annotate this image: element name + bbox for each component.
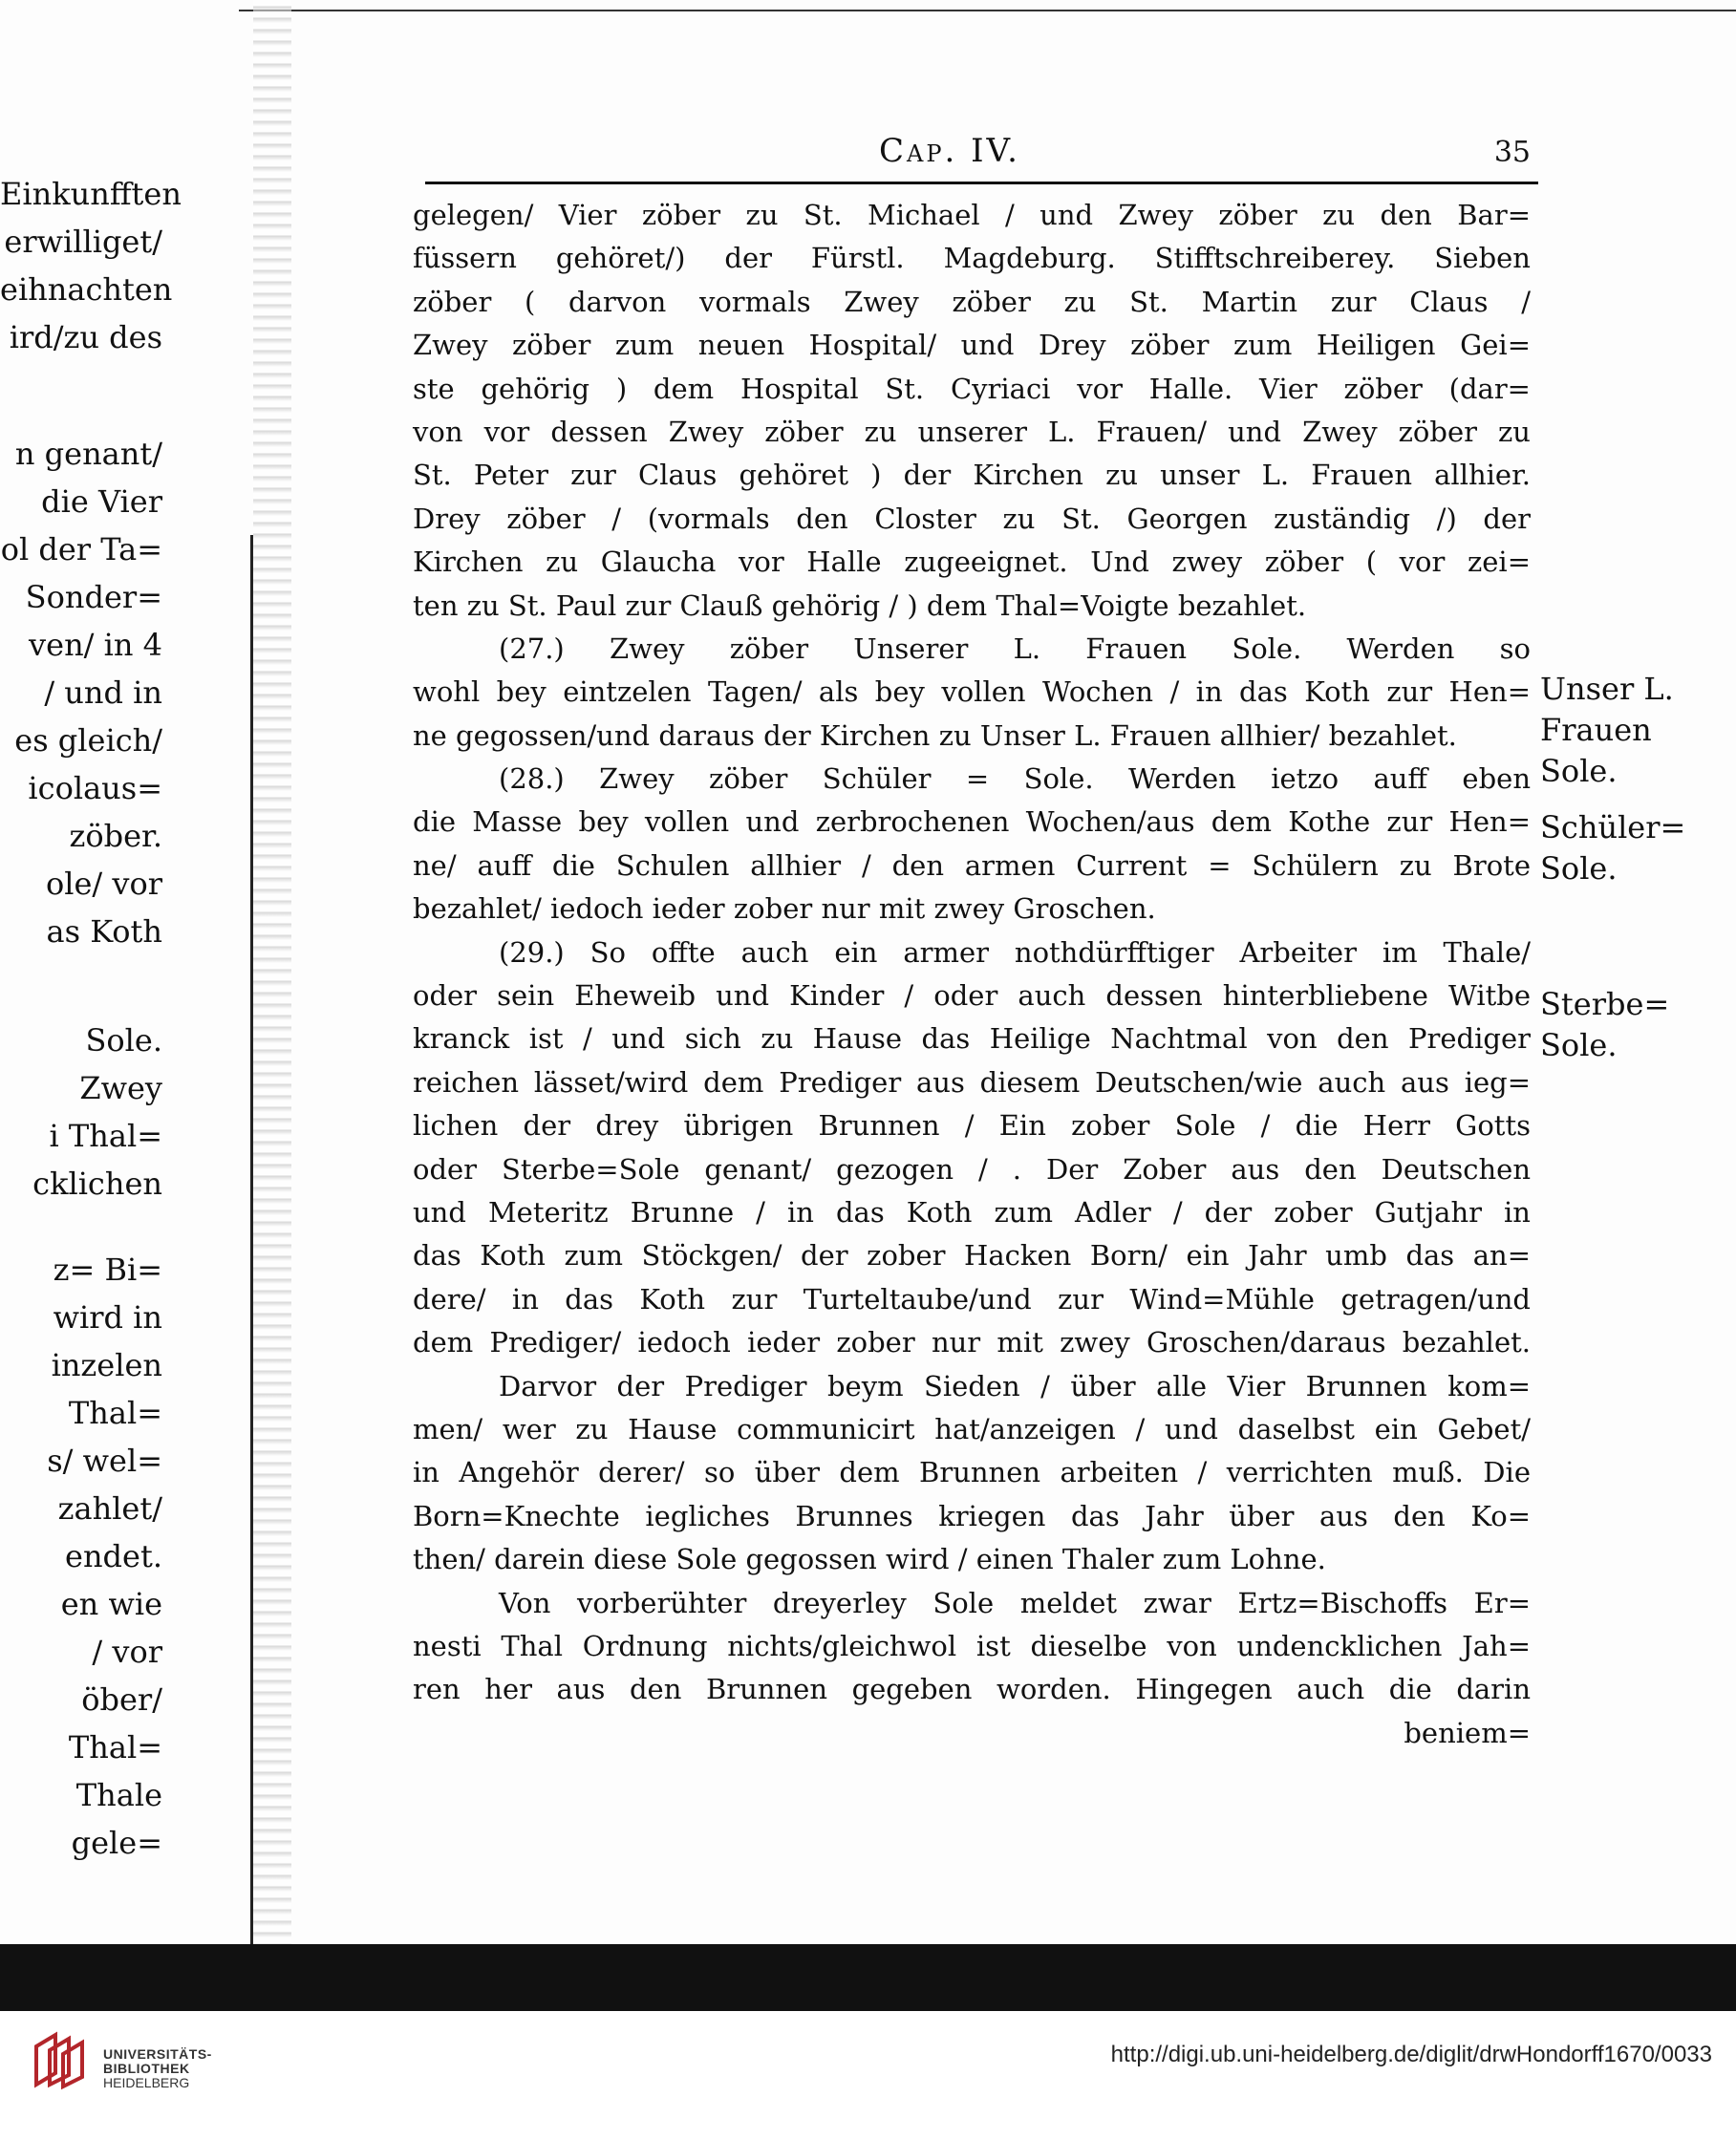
left-page-line: Thal= xyxy=(68,1395,162,1431)
text-line: men/ wer zu Hause communicirt hat/anzeigen / und daselbst ein Gebet/ xyxy=(413,1412,1531,1445)
chapter-heading: Cap. IV. xyxy=(879,132,1020,170)
text-line: lichen der drey übrigen Brunnen / Ein zober Sole / die Herr Gotts xyxy=(413,1109,1531,1143)
margin-note-line: Unser L. xyxy=(1540,671,1674,707)
institution-line: UNIVERSITÄTS- xyxy=(103,2046,212,2062)
left-page-line: gele= xyxy=(71,1825,162,1861)
text-line: gelegen/ Vier zöber zu St. Michael / und Zwey zöber zu den Bar= xyxy=(413,199,1531,231)
text-line: dere/ in das Koth zur Turteltaube/und zur Wind=Mühle getragen/und xyxy=(413,1282,1531,1316)
scan-bottom-edge xyxy=(0,1944,1736,2011)
margin-note-sterbe-sole xyxy=(1540,984,1712,1066)
left-page-line: i Thal= xyxy=(49,1118,162,1154)
text-line: in Angehör derer/ so über dem Brunnen arbeiten / verrichten muß. Die xyxy=(413,1456,1531,1489)
left-page-line: Thal= xyxy=(68,1729,162,1766)
left-page-line: Zwey xyxy=(79,1070,162,1106)
text-line: ne/ auff die Schulen allhier / den armen Current = Schülern zu Brote xyxy=(413,848,1531,882)
margin-note-line: Sterbe= xyxy=(1540,986,1670,1022)
text-line: ne gegossen/und daraus der Kirchen zu Unser L. Frauen allhier/ bezahlet. xyxy=(413,718,1457,752)
text-line: bezahlet/ iedoch ieder zober nur mit zwey Groschen. xyxy=(413,892,1156,926)
left-page-line: as Koth xyxy=(46,913,162,950)
permalink-url[interactable]: http://digi.ub.uni-heidelberg.de/diglit/drwHondorff1670/0033 xyxy=(1110,2042,1712,2067)
institution-line: HEIDELBERG xyxy=(103,2075,190,2090)
left-page-fragments xyxy=(0,170,182,1867)
margin-note-schueler-sole xyxy=(1540,807,1712,889)
left-page-line: ird/zu des xyxy=(9,319,162,355)
left-page-line: n genant/ xyxy=(14,436,162,472)
margin-note-line: Sole. xyxy=(1540,753,1618,789)
left-page-line: erwilliget/ xyxy=(4,224,162,260)
left-page-line: cklichen xyxy=(32,1166,162,1202)
left-page-line: Thale xyxy=(75,1777,162,1813)
text-line: die Masse bey vollen und zerbrochenen Wochen/aus dem Kothe zur Hen= xyxy=(413,805,1531,839)
left-page-line: endet. xyxy=(65,1538,162,1574)
text-line: oder Sterbe=Sole genant/ gezogen / . Der Zober aus den Deutschen xyxy=(413,1152,1531,1186)
left-page-line: / und in xyxy=(44,674,162,711)
text-line: das Koth zum Stöckgen/ der zober Hacken Born/ ein Jahr umb das an= xyxy=(413,1239,1531,1273)
viewer-footer xyxy=(0,2011,1736,2140)
page-top-edge xyxy=(239,0,1736,11)
left-page-line: zahlet/ xyxy=(57,1490,162,1527)
text-line: ren her aus den Brunnen gegeben worden. Hingegen auch die darin xyxy=(413,1673,1531,1706)
left-page-line: es gleich/ xyxy=(14,722,162,759)
main-text-block xyxy=(413,194,1531,1755)
running-header xyxy=(425,132,1538,184)
margin-note-line: Sole. xyxy=(1540,850,1618,887)
left-page-line: wird in xyxy=(53,1299,162,1336)
margin-note-line: Sole. xyxy=(1540,1027,1618,1063)
text-line: Von vorberühter dreyerley Sole meldet zwar Ertz=Bischoffs Er= xyxy=(499,1586,1531,1619)
text-line: beniem= xyxy=(1404,1716,1531,1749)
text-line: ten zu St. Paul zur Clauß gehörig / ) dem Thal=Voigte bezahlet. xyxy=(413,588,1307,622)
text-line: nesti Thal Ordnung nichts/gleichwol ist dieselbe von undencklichen Jah= xyxy=(413,1629,1531,1662)
text-line: Born=Knechte iegliches Brunnes kriegen das Jahr über aus den Ko= xyxy=(413,1499,1531,1532)
text-line: zöber ( darvon vormals Zwey zöber zu St. Martin zur Claus / xyxy=(413,285,1531,318)
text-line: dem Prediger/ iedoch ieder zober nur mit zwey Groschen/daraus bezahlet. xyxy=(413,1326,1531,1359)
left-page-line: eihnachten xyxy=(0,271,173,308)
text-line: (28.) Zwey zöber Schüler = Sole. Werden ietzo auff eben xyxy=(499,762,1531,796)
left-page-line: die Vier xyxy=(41,483,162,520)
text-line: Darvor der Prediger beym Sieden / über alle Vier Brunnen kom= xyxy=(499,1369,1531,1402)
text-line: Kirchen zu Glaucha vor Halle zugeeignet. Und zwey zöber ( vor zei= xyxy=(413,546,1531,579)
left-page-line: icolaus= xyxy=(28,770,162,806)
left-page-line: ol der Ta= xyxy=(0,531,162,567)
text-line: oder sein Eheweib und Kinder / oder auch dessen hinterbliebene Witbe xyxy=(413,979,1531,1013)
text-line: reichen lässet/wird dem Prediger aus diesem Deutschen/wie auch aus ieg= xyxy=(413,1065,1531,1099)
margin-note-line: Frauen xyxy=(1540,712,1652,748)
text-line: (29.) So offte auch ein armer nothdürfftiger Arbeiter im Thale/ xyxy=(499,935,1531,969)
library-logo-icon xyxy=(27,2025,97,2096)
left-page-line: zöber. xyxy=(69,818,162,854)
text-line: und Meteritz Brunne / in das Koth zum Adler / der zober Gutjahr in xyxy=(413,1195,1531,1229)
text-line: kranck ist / und sich zu Hause das Heilige Nachtmal von den Prediger xyxy=(413,1022,1531,1056)
left-page-line: Sonder= xyxy=(25,579,162,615)
margin-note-unser-frauen-sole xyxy=(1540,669,1712,792)
left-page-line: ole/ vor xyxy=(45,866,162,902)
left-page-line: en wie xyxy=(60,1586,162,1622)
text-line: ste gehörig ) dem Hospital St. Cyriaci vor Halle. Vier zöber (dar= xyxy=(413,372,1531,405)
text-line: then/ darein diese Sole gegossen wird / einen Thaler zum Lohne. xyxy=(413,1543,1326,1576)
margin-note-line: Schüler= xyxy=(1540,809,1686,845)
left-page-line: s/ wel= xyxy=(47,1443,162,1479)
left-page-line: z= Bi= xyxy=(53,1252,162,1288)
institution-line: BIBLIOTHEK xyxy=(103,2061,190,2076)
left-page-line: inzelen xyxy=(51,1347,162,1383)
text-line: von vor dessen Zwey zöber zu unserer L. Frauen/ und Zwey zöber zu xyxy=(413,415,1531,448)
text-line: (27.) Zwey zöber Unserer L. Frauen Sole. Werden so xyxy=(499,631,1531,665)
text-line: wohl bey eintzelen Tagen/ als bey vollen Wochen / in das Koth zur Hen= xyxy=(413,675,1531,709)
text-line: Zwey zöber zum neuen Hospital/ und Drey zöber zum Heiligen Gei= xyxy=(413,329,1531,362)
left-page-line: öber/ xyxy=(81,1681,162,1718)
institution-name xyxy=(103,2047,212,2090)
page-number: 35 xyxy=(1493,136,1531,169)
left-page-line: ven/ in 4 xyxy=(29,627,162,663)
gutter-line xyxy=(250,535,253,2011)
left-page-line: / vor xyxy=(92,1634,162,1670)
text-line: Drey zöber / (vormals den Closter zu St. Georgen zuständig /) der xyxy=(413,502,1531,535)
text-line: füssern gehöret/) der Fürstl. Magdeburg. Stifftschreiberey. Sieben xyxy=(413,242,1531,275)
left-page-line: Sole. xyxy=(85,1022,162,1059)
text-line: St. Peter zur Claus gehöret ) der Kirchen zu unser L. Frauen allhier. xyxy=(413,459,1531,492)
left-page-line: Einkunfften xyxy=(0,176,182,212)
book-gutter xyxy=(253,0,291,2011)
